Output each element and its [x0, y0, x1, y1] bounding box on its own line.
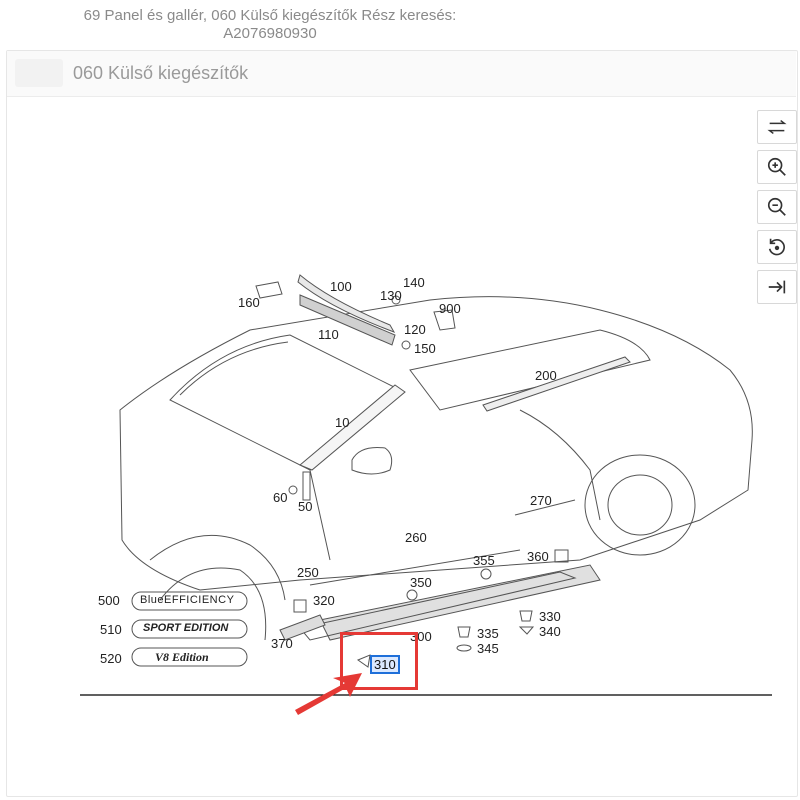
part-label-360[interactable]: 360 — [527, 549, 549, 564]
part-label-100[interactable]: 100 — [330, 279, 352, 294]
part-160-shape — [256, 282, 282, 298]
part-340-shape — [520, 627, 533, 634]
part-label-250[interactable]: 250 — [297, 565, 319, 580]
part-label-270[interactable]: 270 — [530, 493, 552, 508]
part-label-500[interactable]: 500 — [98, 593, 120, 608]
strip-200 — [483, 357, 630, 411]
part-label-260[interactable]: 260 — [405, 530, 427, 545]
part-60-shape — [289, 486, 297, 494]
zoom-out-button[interactable] — [757, 190, 797, 224]
part-label-330[interactable]: 330 — [539, 609, 561, 624]
a-pillar — [300, 385, 405, 470]
part-label-110[interactable]: 110 — [318, 327, 339, 342]
swap-button[interactable] — [757, 110, 797, 144]
car-body-outline — [120, 297, 752, 590]
part-360-shape — [555, 550, 568, 562]
badge-sport-edition: SPORT EDITION — [143, 622, 229, 634]
part-345-shape — [457, 645, 471, 651]
part-label-340[interactable]: 340 — [539, 624, 561, 639]
part-label-300[interactable]: 300 — [410, 629, 432, 644]
windshield — [170, 335, 400, 470]
part-label-200[interactable]: 200 — [535, 368, 557, 383]
part-label-60[interactable]: 60 — [273, 490, 288, 505]
part-label-10[interactable]: 10 — [335, 415, 350, 430]
part-350-shape — [407, 590, 417, 600]
part-label-120[interactable]: 120 — [404, 322, 426, 337]
part-label-335[interactable]: 335 — [477, 626, 499, 641]
part-335-shape — [458, 627, 470, 637]
badge-v8-edition: V8 Edition — [155, 650, 209, 664]
part-label-160[interactable]: 160 — [238, 295, 260, 310]
fit-width-icon — [766, 276, 788, 298]
header-line-2: A2076980930 — [223, 25, 317, 42]
part-label-320[interactable]: 320 — [313, 593, 335, 608]
zoom-in-icon — [766, 156, 788, 178]
side-mirror — [352, 448, 392, 475]
part-label-50[interactable]: 50 — [298, 499, 313, 514]
rotate-button[interactable] — [757, 230, 797, 264]
part-label-520[interactable]: 520 — [100, 651, 122, 666]
part-50-shape — [303, 472, 310, 500]
part-label-350[interactable]: 350 — [410, 575, 432, 590]
windshield-inner — [180, 342, 288, 395]
molding-lines — [310, 500, 575, 585]
header-line-1: 69 Panel és gallér, 060 Külső kiegészítők Rész keresés: — [83, 7, 457, 24]
part-label-345[interactable]: 345 — [477, 641, 499, 656]
part-label-130[interactable]: 130 — [380, 288, 402, 303]
diagram-toolbar — [757, 110, 797, 310]
part-320-shape — [294, 600, 306, 612]
fit-width-button[interactable] — [757, 270, 797, 304]
swap-icon — [766, 116, 788, 138]
part-label-370[interactable]: 370 — [271, 636, 293, 651]
part-label-900[interactable]: 900 — [439, 301, 461, 316]
panel-title: 060 Külső kiegészítők — [73, 63, 249, 83]
part-330-shape — [520, 611, 532, 621]
part-150-shape — [402, 341, 410, 349]
rear-window — [410, 330, 650, 410]
selected-part-310[interactable]: 310 — [370, 655, 400, 674]
part-label-510[interactable]: 510 — [100, 622, 122, 637]
badge-blue-efficiency: BlueEFFICIENCY — [140, 594, 235, 606]
zoom-out-icon — [766, 196, 788, 218]
part-355-shape — [481, 569, 491, 579]
part-label-355[interactable]: 355 — [473, 553, 495, 568]
rear-wheel-hub — [608, 475, 672, 535]
part-label-150[interactable]: 150 — [414, 341, 436, 356]
part-label-140[interactable]: 140 — [403, 275, 425, 290]
rotate-icon — [766, 236, 788, 258]
zoom-in-button[interactable] — [757, 150, 797, 184]
